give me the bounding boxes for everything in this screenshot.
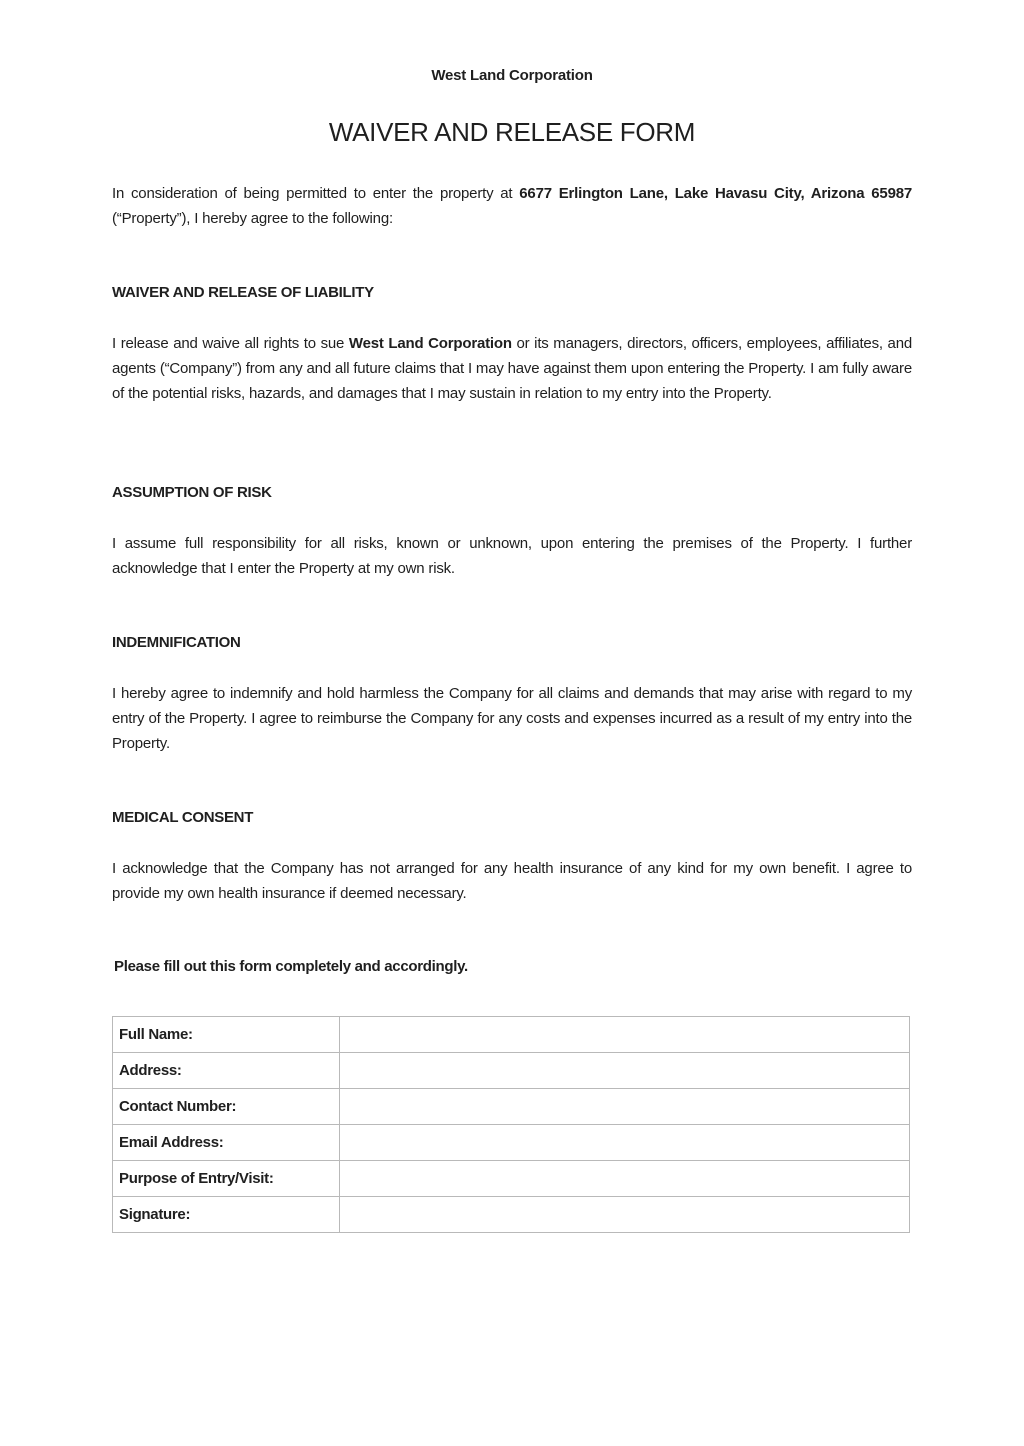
company-name: West Land Corporation [431, 67, 593, 84]
section-text-risk: I assume full responsibility for all risks, known or unknown, upon entering the premises of the Property. I further acknowledge that I enter the Property at my own risk. [112, 535, 912, 577]
field-label: Signature: [113, 1197, 340, 1233]
section-heading-medical: MEDICAL CONSENT [112, 809, 254, 826]
intro-text-end: (“Property”), I hereby agree to the following: [112, 210, 393, 227]
contact-number-field[interactable] [340, 1089, 910, 1125]
form-instruction: Please fill out this form completely and accordingly. [114, 958, 468, 975]
document-title: WAIVER AND RELEASE FORM [328, 117, 696, 147]
form-row-purpose [113, 1161, 910, 1197]
form-row-full-name [113, 1017, 910, 1053]
purpose-field[interactable] [340, 1161, 910, 1197]
section-text-waiver [112, 331, 912, 406]
field-label: Address: [113, 1053, 340, 1089]
section-heading-indemnification: INDEMNIFICATION [112, 634, 241, 651]
intro-text: In consideration of being permitted to enter the property at [112, 185, 520, 202]
intro-paragraph [112, 181, 912, 231]
form-row-address [113, 1053, 910, 1089]
email-field[interactable] [340, 1125, 910, 1161]
field-label: Email Address: [113, 1125, 340, 1161]
form-row-contact-number [113, 1089, 910, 1125]
property-address: 6677 Erlington Lane, Lake Havasu City, Arizona 65987 [519, 185, 912, 202]
form-row-signature [113, 1197, 910, 1233]
waiver-company-name: West Land Corporation [348, 335, 512, 352]
form-row-email [113, 1125, 910, 1161]
waiver-text: I release and waive all rights to sue [112, 335, 349, 352]
section-text-medical: I acknowledge that the Company has not arranged for any health insurance of any kind for my own benefit. I agree to provide my own health insurance if deemed necessary. [112, 860, 912, 902]
signature-field[interactable] [340, 1197, 910, 1233]
section-text-indemnification: I hereby agree to indemnify and hold harmless the Company for all claims and demands that may arise with regard to my entry of the Property. I agree to reimburse the Company for any costs and expenses incurred as a result of my entry into the Property. [112, 685, 912, 752]
field-label: Contact Number: [113, 1089, 340, 1125]
field-label: Purpose of Entry/Visit: [113, 1161, 340, 1197]
waiver-text-end: or its managers, directors, officers, employees, affiliates, and agents (“Company”) from any and all future claims that I may have against them upon entering the Property. I am fully aware of the potential risks, hazards, and damages that I may sustain in relation to my entry into the Property. [112, 335, 912, 402]
entry-form-table [112, 1016, 910, 1233]
section-heading-waiver: WAIVER AND RELEASE OF LIABILITY [112, 284, 374, 301]
field-label: Full Name: [113, 1017, 340, 1053]
section-heading-risk: ASSUMPTION OF RISK [112, 484, 272, 501]
full-name-field[interactable] [340, 1017, 910, 1053]
address-field[interactable] [340, 1053, 910, 1089]
